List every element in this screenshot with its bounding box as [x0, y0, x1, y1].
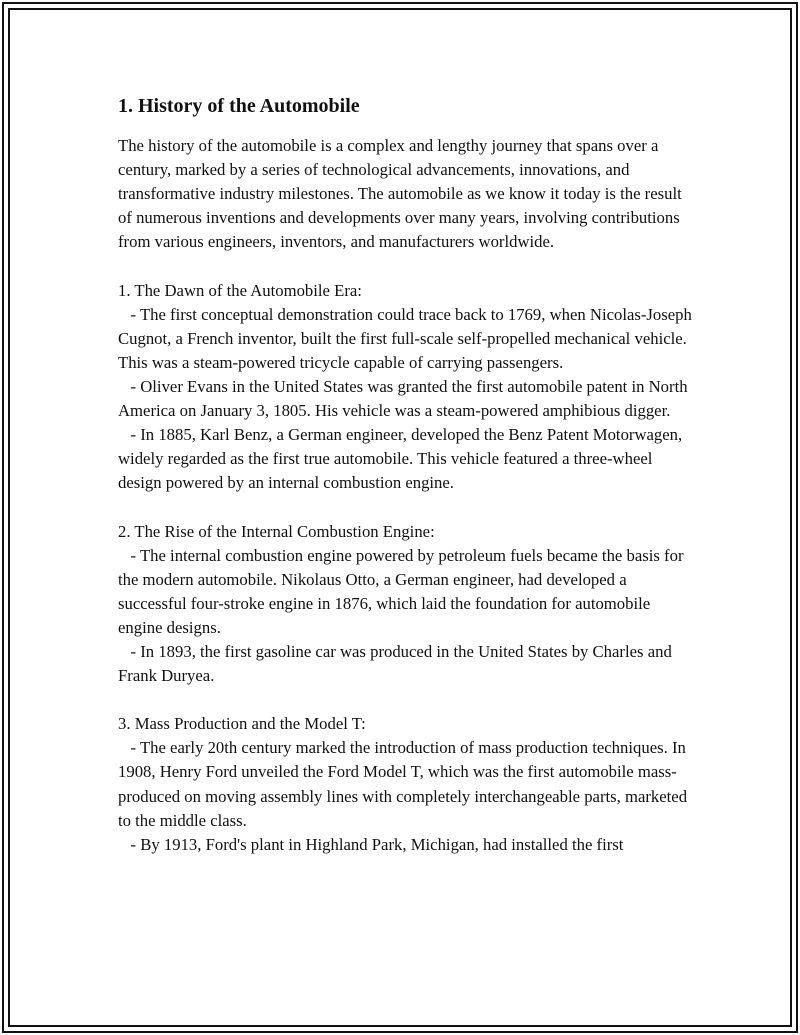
section-heading: 3. Mass Production and the Model T:	[118, 714, 366, 734]
document-body	[118, 92, 696, 857]
section-internal-combustion	[118, 520, 696, 689]
paragraph-gap	[118, 254, 696, 278]
list-item: - In 1885, Karl Benz, a German engineer, developed the Benz Patent Motorwagen, widely regarded as the first true automobile. This vehicle featured a three-wheel design powered by an internal combustion engine.	[118, 425, 687, 493]
paragraph-gap	[118, 495, 696, 519]
list-item: - In 1893, the first gasoline car was produced in the United States by Charles and Frank Duryea.	[118, 641, 676, 686]
list-item: - The early 20th century marked the introduction of mass production techniques. In 1908, Henry Ford unveiled the Ford Model T, which was the first automobile mass-produced on moving assembly lines with completely interchangeable parts, marketed to the middle class.	[118, 738, 692, 830]
section-heading: 2. The Rise of the Internal Combustion Engine:	[118, 521, 435, 541]
paragraph-gap	[118, 688, 696, 712]
list-item: - The first conceptual demonstration could trace back to 1769, when Nicolas-Joseph Cugnot, a French inventor, built the first full-scale self-propelled mechanical vehicle. This was a steam-powered tricycle capable of carrying passengers.	[118, 304, 697, 372]
intro-paragraph: The history of the automobile is a complex and lengthy journey that spans over a century, marked by a series of technological advancements, innovations, and transformative industry milestones. The automobile as we know it today is the result of numerous inventions and developments over many years, involving contributions from various engineers, inventors, and manufacturers worldwide.	[118, 136, 686, 252]
document-title: 1. History of the Automobile	[118, 95, 360, 117]
list-item: - The internal combustion engine powered by petroleum fuels became the basis for the modern automobile. Nikolaus Otto, a German engineer, had developed a successful four-stroke engine in 1876, which laid the foundation for automobile engine designs.	[118, 545, 688, 637]
section-mass-production	[118, 712, 696, 857]
list-item: - Oliver Evans in the United States was granted the first automobile patent in North America on January 3, 1805. His vehicle was a steam-powered amphibious digger.	[118, 376, 691, 421]
section-dawn	[118, 279, 696, 496]
list-item: - By 1913, Ford's plant in Highland Park, Michigan, had installed the first	[118, 834, 624, 854]
section-heading: 1. The Dawn of the Automobile Era:	[118, 280, 362, 300]
